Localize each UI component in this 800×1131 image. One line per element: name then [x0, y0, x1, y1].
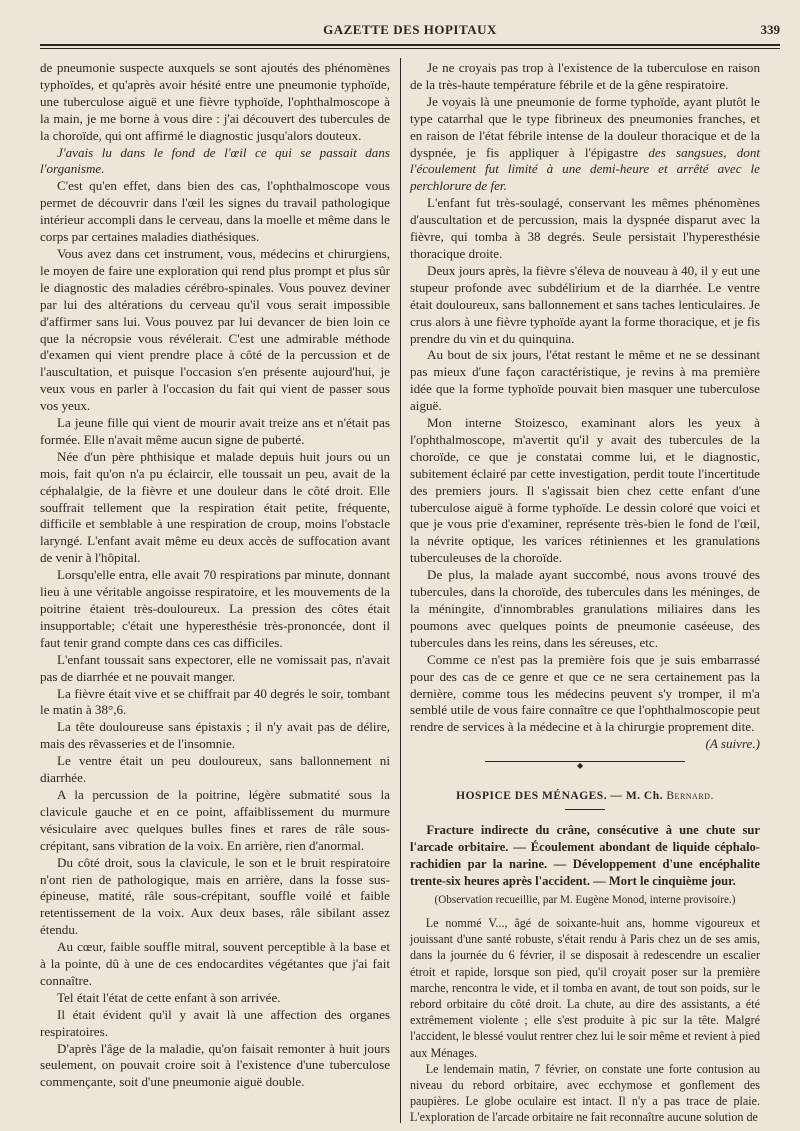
paragraph: Le ventre était un peu douloureux, sans ballonnement ni diarrhée. [40, 753, 390, 786]
observation-credit: (Observation recueillie, par M. Eugène Monod, interne provisoire.) [434, 894, 736, 907]
header-rule-thin [40, 48, 780, 49]
page-header [40, 22, 780, 42]
paragraph: La tête douloureuse sans épistaxis ; il n'y avait pas de délire, mais des rêvasseries et de l'insomnie. [40, 719, 390, 752]
paragraph: L'enfant fut très-soulagé, conservant les mêmes phénomènes d'auscultation et de percussion, mais la dyspnée disparut avec la fièvre, qui tomba à 38 degrés. Seule persistait l'hyperesthésie thoracique droite. [410, 195, 760, 261]
paragraph: Vous avez dans cet instrument, vous, médecins et chirurgiens, le moyen de faire une exploration qui rend plus prompt et plus sûr le diagnostic des maladies cérébro-spinales. Vous pouvez deviner par lui des altérations du cerveau qu'il vous serait impossible d'affirmer sans lui. Vous pouvez par lui devancer de bien loin ce que la nécropsie vous révélerait. C'est une admirable méthode d'examen qui vient prendre place à côté de la percussion et de l'auscultation, et puisque l'occasion s'en présente aujourd'hui, je veux vous en parler à l'occasion du fait qui vient de passer sous vos yeux. [40, 245, 390, 414]
paragraph: Comme ce n'est pas la première fois que je suis embarrassé pour des cas de ce genre et que ce ne sera certainement pas la dernière, comme tous les médecins peuvent s'y tromper, il m'a semblé utile de vous faire connaître ce que l'ophthalmoscopie peut rendre de services à la médecine et à la chirurgie proprement dite. [410, 651, 760, 735]
paragraph: Mon interne Stoizesco, examinant alors les yeux à l'ophthalmoscope, m'avertit qu'il y avait des tubercules de la choroïde, ce que je constatai comme lui, et le diagnostic, subitement éclairé par cette investigation, perdit toute l'incertitude des premiers jours. Il s'agissait bien chez cette enfant d'une tuberculose aiguë à forme typhoïde. Le dessin coloré que voici et que je vous prie d'examiner, représente très-bien le fond de l'œil, la névrite optique, les varices rétiniennes et les granulations tuberculeuses de la choroïde. [410, 415, 760, 566]
separator-ornament: ◆ [577, 761, 584, 771]
section-heading [410, 788, 760, 805]
section-title: HOSPICE DES MÉNAGES. — M. Ch. [456, 790, 667, 803]
paragraph: La fièvre était vive et se chiffrait par 40 degrés le soir, tombant le matin à 38°,6. [40, 685, 390, 718]
continued-note: (A suivre.) [705, 736, 760, 752]
article-title: Fracture indirecte du crâne, consécutive à une chute sur l'arcade orbitaire. — Écoulement abondant de liquide céphalo-rachidien par la narine. — Développement d'une encéphalite trente-six heures après l'accident. — Mort le cinquième jour. [410, 823, 760, 889]
column-divider [400, 58, 401, 1123]
journal-title: GAZETTE DES HOPITAUX [323, 22, 497, 37]
paragraph: Il était évident qu'il y avait là une affection des organes respiratoires. [40, 1006, 390, 1039]
paragraph: Née d'un père phthisique et malade depuis huit jours ou un mois, fait qu'on n'a pu éclaircir, elle toussait un peu, avait de la céphalalgie, de la fièvre et une douleur dans le côté droit. Elle souffrait tellement que la respiration était petite, fréquente, difficile et semblable à une respiration de croup, moins l'obstacle laryngé. L'enfant avait même eu deux accès de suffocation avant de venir à l'hôpital. [40, 448, 390, 566]
article-body [410, 915, 760, 1126]
page-number: 339 [760, 22, 780, 37]
paragraph-emphasis: des sangsues, dont l'écoulement fut limité à une demi-heure et arrêté avec le perchlorure de fer. [410, 144, 760, 194]
paragraph: Deux jours après, la fièvre s'éleva de nouveau à 40, il y eut une stupeur profonde avec subdélirium et de la diarrhée. Le ventre était douloureux, sans ballonnement et sans taches lenticulaires. Je crus alors à une fièvre typhoïde ayant la forme thoracique, et je fis prendre du vin et du quinquina. [410, 262, 760, 346]
paragraph: De plus, la malade ayant succombé, nous avons trouvé des tubercules, dans la choroïde, des tubercules dans les méninges, de la méningite, d'innombrables granulations miliaires dans les poumons avec quelques points de pneumonie caséeuse, des tubercules dans les reins, dans les séreuses, etc. [410, 567, 760, 650]
paragraph [410, 94, 760, 195]
paragraph-text: Je voyais là une pneumonie de forme typhoïde, ayant plutôt le type catarrhal que le type fibrineux des pneumonies franches, et en raison de l'état fébrile intense de la douleur thoracique et de la dyspnée, je fis appliquer à l'épigastre [410, 93, 760, 160]
paragraph: C'est qu'en effet, dans bien des cas, l'ophthalmoscope vous permet de découvrir dans l'œil les signes du travail pathologique intérieur accompli dans le cerveau, dans la moelle et même dans le corps par certaines maladies diathésiques. [40, 178, 390, 245]
paragraph: Je ne croyais pas trop à l'existence de la tuberculose en raison de la très-haute température fébrile et de la gêne respiratoire. [410, 60, 760, 92]
paragraph: J'avais lu dans le fond de l'œil ce qui se passait dans l'organisme. [40, 144, 390, 177]
short-rule [565, 809, 605, 810]
section-separator [485, 761, 685, 771]
paragraph: Du côté droit, sous la clavicule, le son et le bruit respiratoire n'ont rien de pathologique, mais en arrière, dans la fosse sus-épineuse, matité, râle sous-crépitant, souffle voilé et faible retentissement de la voix. Aux deux bases, râle sibilant assez étendu. [40, 854, 390, 938]
paragraph: La jeune fille qui vient de mourir avait treize ans et n'était pas formée. Elle n'avait même aucun signe de puberté. [40, 415, 390, 447]
paragraph: Le lendemain matin, 7 février, on constate une forte contusion au niveau du rebord orbitaire, avec ecchymose et gonflement des paupières. Le globe oculaire est intact. Il n'y a pas trace de plaie. L'exploration de l'arcade orbitaire ne fait reconnaître aucune solution de [410, 1061, 760, 1125]
paragraph: D'après l'âge de la maladie, qu'on faisait remonter à huit jours seulement, on pouvait croire soit à l'existence d'une tuberculose commençante, soit d'une pneumonie aiguë double. [40, 1040, 390, 1090]
paragraph: Au bout de six jours, l'état restant le même et ne se dessinant pas mieux d'une façon caractéristique, je revins à ma première idée que la forme typhoïde pouvait bien masquer une tuberculose aiguë. [410, 347, 760, 414]
paragraph: Au cœur, faible souffle mitral, souvent perceptible à la base et à la pointe, dû à une de ces endocardites végétantes que j'ai fait connaître. [40, 939, 390, 988]
paragraph: L'enfant toussait sans expectorer, elle ne vomissait pas, n'avait pas de diarrhée et ne pouvait manger. [40, 651, 390, 684]
paragraph: Le nommé V..., âgé de soixante-huit ans, homme vigoureux et jouissant d'une santé robuste, s'était rendu à Paris chez un de ses amis, dans la journée du 6 février, il se disposait à redescendre un escalier étroit et rapide, lorsque son pied, qu'il croyait poser sur la première marche, rencontra le vide, et il tomba en avant, de tout son poids, sur le rebord orbitaire du côté droit. La chute, au dire des assistants, a été extrêmement violente ; elle s'est produite à pic sur la tête. Malgré l'accident, le blessé voulut rentrer chez lui le soir même et revient à pied aux Ménages. [410, 915, 760, 1060]
section-author: Bernard. [666, 790, 714, 803]
paragraph: Lorsqu'elle entra, elle avait 70 respirations par minute, donnant lieu à une véritable angoisse respiratoire, et les mouvements de la poitrine étaient très-douloureux. La pression des côtes était insupportable; c'était une hyperesthésie très-prononcée, dont il faut tenir grand compte dans ces cas difficiles. [40, 567, 390, 650]
header-rule-thick [40, 44, 780, 46]
left-column [40, 60, 390, 1091]
paragraph: A la percussion de la poitrine, légère submatité sous la clavicule gauche et en ce point, affaiblissement du murmure vésiculaire avec quelques bulles fines et rares de râle sous-crépitant, sans vibration de la voix. En arrière, rien d'anormal. [40, 786, 390, 853]
paragraph: Tel était l'état de cette enfant à son arrivée. [57, 989, 281, 1005]
paragraph: de pneumonie suspecte auxquels se sont ajoutés des phénomènes typhoïdes, et qu'après avoir hésité entre une pneumonie typhoïde, une tuberculose aiguë et une fièvre typhoïde, l'ophthalmoscope à la main, je me borne à vous dire : j'ai découvert des tubercules de la choroïde, qui ont affirmé le diagnostic jusqu'alors douteux. [40, 60, 390, 143]
right-column [410, 60, 760, 1126]
